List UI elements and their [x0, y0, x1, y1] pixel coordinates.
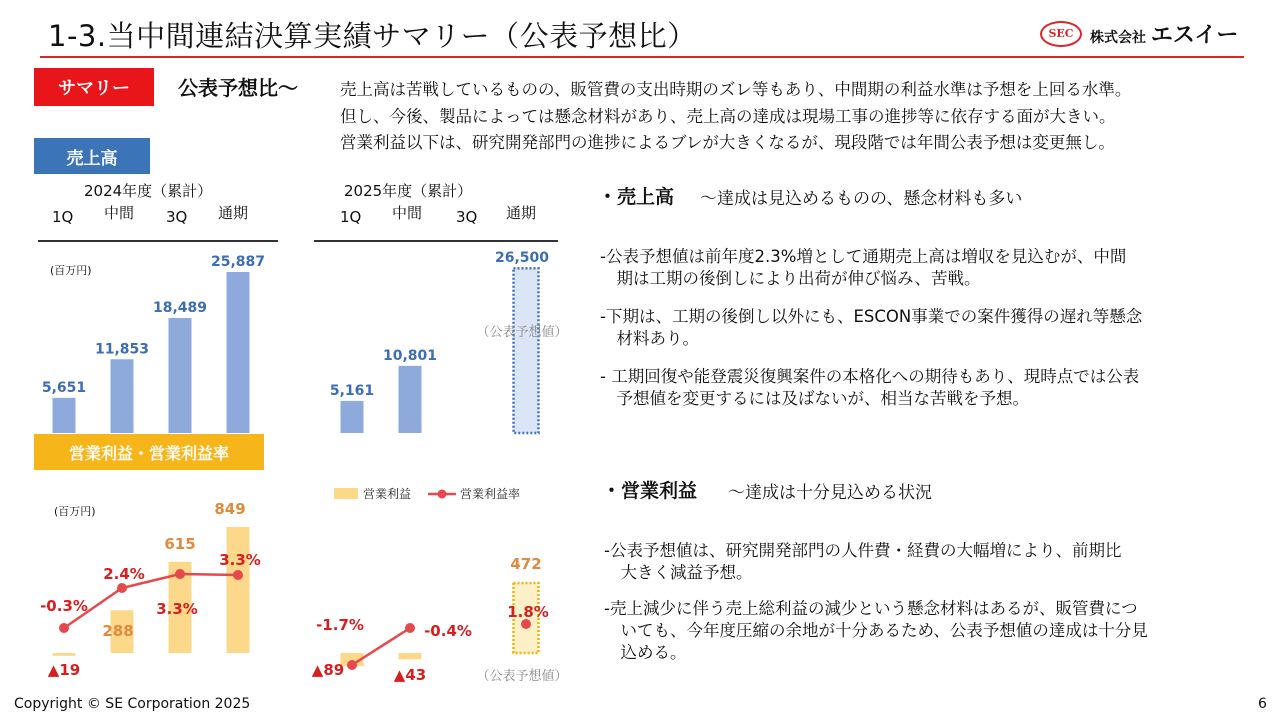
- op-para-2: [604, 598, 1148, 664]
- op-para-2-line-1: -売上減少に伴う売上総利益の減少という懸念材料はあるが、販管費につ: [604, 599, 1138, 618]
- q-label-2024-3q: 3Q: [166, 208, 188, 226]
- op-rate-label: -0.4%: [424, 622, 472, 640]
- op-rate-label: -1.7%: [316, 616, 364, 634]
- sales-value-label: 5,161: [329, 382, 375, 399]
- company-logo: [1040, 18, 1238, 49]
- sales-bar: [169, 318, 192, 433]
- sales-commentary-heading: ・売上高: [598, 186, 675, 208]
- logo-prefix: 株式会社: [1090, 30, 1146, 46]
- sales-bar: [53, 398, 76, 433]
- op-rate-point: [59, 623, 69, 633]
- sales-para-3-line-1: - 工期回復や能登震災復興案件の本格化への期待もあり、現時点では公表: [600, 367, 1140, 386]
- op-rate-label: -0.3%: [40, 597, 88, 615]
- sales-value-label: 18,489: [152, 300, 208, 317]
- sales-bar: [341, 401, 364, 433]
- op-commentary-heading: ・営業利益: [602, 480, 698, 502]
- op-value-label: ▲19: [47, 661, 81, 679]
- op-rate-point: [117, 583, 127, 593]
- sales-para-1: [600, 246, 1126, 290]
- op-value-label: 472: [510, 555, 542, 573]
- year-2025-label: 2025年度（累計）: [344, 182, 473, 200]
- sales-para-2: [600, 306, 1142, 350]
- legend-marker-rate: [438, 490, 447, 499]
- summary-line-2: 但し、今後、製品によっては懸念材料があり、売上高の達成は現場工事の進捗等に依存する面が大きい。: [340, 107, 1116, 126]
- sales-para-2-line-2: 材料あり。: [600, 329, 699, 348]
- op-para-1: [604, 540, 1121, 584]
- op-rate-line-2024: [64, 574, 238, 628]
- op-bar: [227, 527, 250, 653]
- sales-bar-forecast: [514, 268, 539, 433]
- op-para-2-line-2: いても、今年度圧縮の余地が十分あるため、公表予想値の達成は十分見: [604, 621, 1148, 640]
- sales-para-1-line-1: -公表予想値は前年度2.3%増として通期売上高は増収を見込むが、中間: [600, 247, 1127, 266]
- op-value-label: ▲89: [311, 661, 345, 679]
- op-value-label: 288: [102, 622, 134, 640]
- legend-label-op: 営業利益: [363, 487, 412, 501]
- op-value-label: 849: [214, 500, 246, 518]
- page-title: 1-3.当中間連結決算実績サマリー（公表予想比）: [48, 19, 697, 53]
- sales-bar: [111, 359, 134, 433]
- q-label-2024-full: 通期: [218, 204, 249, 222]
- op-commentary-sub: ～達成は十分見込める状況: [728, 483, 932, 503]
- op-badge: 営業利益・営業利益率: [34, 434, 264, 470]
- sales-bar: [227, 272, 250, 433]
- logo-text: [1090, 18, 1238, 49]
- sales-para-3-line-2: 予想値を変更するには及ばないが、相当な苦戦を予想。: [600, 389, 1029, 408]
- op-rate-point: [175, 569, 185, 579]
- op-para-1-line-1: -公表予想値は、研究開発部門の人件費・経費の大幅増により、前期比: [604, 541, 1122, 560]
- sales-bar: [399, 366, 422, 433]
- sales-value-label: 11,853: [94, 341, 150, 358]
- op-bar: [53, 653, 76, 656]
- sales-value-label: 26,500: [494, 250, 550, 267]
- op-forecast-note: （公表予想値）: [476, 669, 568, 684]
- page-number: 6: [1258, 696, 1267, 712]
- sales-para-1-line-2: 期は工期の後倒しにより出荷が伸び悩み、苦戦。: [600, 269, 981, 288]
- op-rate-point: [233, 570, 243, 580]
- sales-value-label: 10,801: [382, 347, 438, 364]
- q-label-2025-3q: 3Q: [456, 208, 478, 226]
- sec-logo-mark: SEC: [1040, 21, 1082, 47]
- op-bar: [399, 653, 422, 659]
- op-para-1-line-2: 大きく減益予想。: [604, 563, 753, 582]
- q-label-2024-1q: 1Q: [52, 208, 74, 226]
- summary-line-3: 営業利益以下は、研究開発部門の進捗によるブレが大きくなるが、現段階では年間公表予想は変更無し。: [340, 133, 1115, 152]
- op-rate-point: [405, 623, 415, 633]
- sales-value-label: 25,887: [210, 254, 266, 270]
- q-label-2025-1q: 1Q: [340, 208, 362, 226]
- summary-badge: サマリー: [34, 68, 154, 106]
- op-value-label: 615: [164, 535, 196, 553]
- summary-line-1: 売上高は苦戦しているものの、販管費の支出時期のズレ等もあり、中間期の利益水準は予想を上回る水準。: [340, 80, 1132, 99]
- copyright: Copyright © SE Corporation 2025: [14, 696, 251, 712]
- sales-badge: 売上高: [34, 138, 150, 174]
- legend-label-rate: 営業利益率: [460, 487, 521, 501]
- op-unit: (百万円): [54, 505, 96, 518]
- sales-unit: (百万円): [50, 264, 92, 277]
- sales-commentary-sub: ～達成は見込めるものの、懸念材料も多い: [700, 189, 1023, 209]
- q-label-2025-interim: 中間: [392, 204, 423, 222]
- q-label-2024-interim: 中間: [104, 204, 135, 222]
- op-rate-label: 2.4%: [103, 565, 145, 583]
- charts-canvas: [0, 0, 600, 700]
- legend-swatch-op: [334, 488, 358, 499]
- year-2024-label: 2024年度（累計）: [84, 182, 213, 200]
- logo-name: エスイー: [1150, 23, 1239, 48]
- op-rate-label: 3.3%: [219, 551, 261, 569]
- op-rate-label: 1.8%: [507, 603, 549, 621]
- sales-para-3: [600, 366, 1139, 410]
- sales-forecast-note: （公表予想値）: [476, 325, 568, 340]
- op-rate-label: 3.3%: [156, 600, 198, 618]
- op-rate-point: [347, 660, 357, 670]
- summary-heading: 公表予想比～: [178, 76, 298, 100]
- op-para-2-line-3: 込める。: [604, 643, 687, 662]
- sales-value-label: 5,651: [41, 379, 87, 396]
- sales-para-2-line-1: -下期は、工期の後倒し以外にも、ESCON事業での案件獲得の遅れ等懸念: [600, 307, 1143, 326]
- q-label-2025-full: 通期: [506, 204, 537, 222]
- op-value-label: ▲43: [393, 666, 427, 684]
